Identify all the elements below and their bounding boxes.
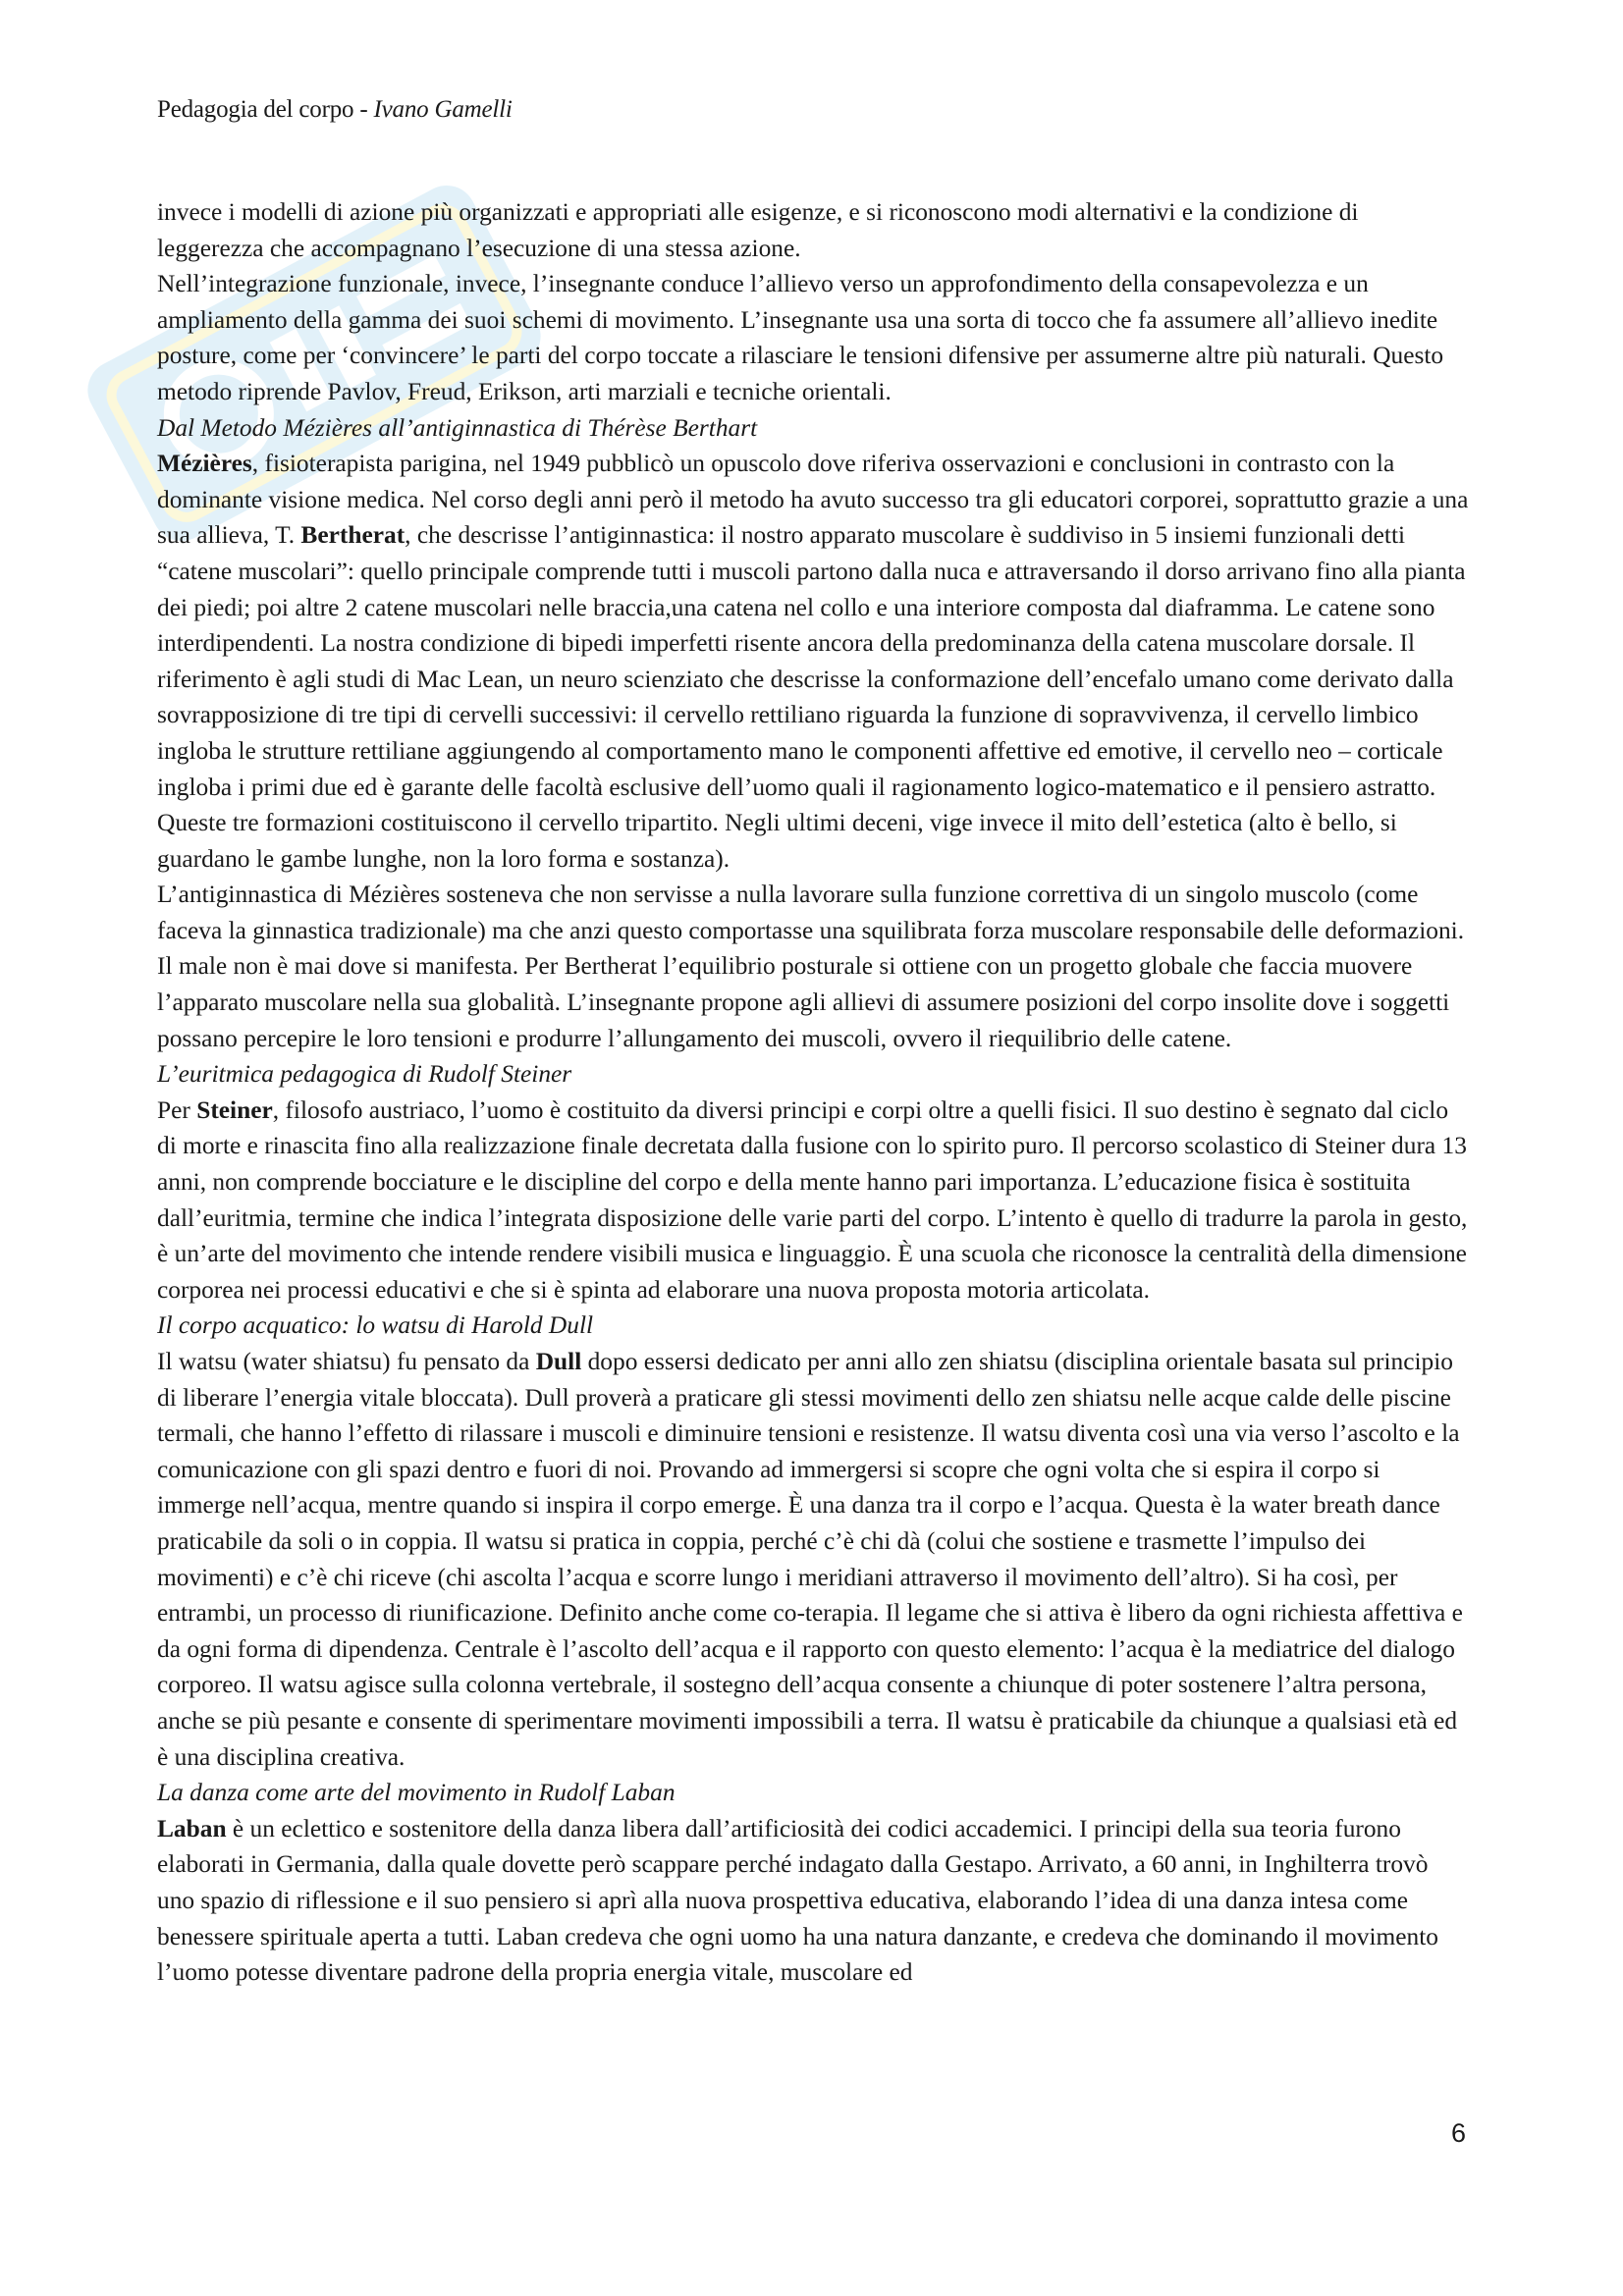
header-title: Pedagogia del corpo - (157, 96, 374, 123)
paragraph: Laban è un eclettico e sostenitore della danza libera dall’artificiosità dei codici accademici. I principi della sua teoria furono elaborati in Germania, dalla quale dovette però scappare perché indagato dalla Gestapo. Arrivato, a 60 anni, in Inghilterra trovò uno spazio di riflessione e il suo pensiero si aprì alla nuova prospettiva educativa, elaborando l’idea di una danza intesa come benessere spirituale aperta a tutti. Laban credeva che ogni uomo ha una natura danzante, e credeva che dominando il movimento l’uomo potesse diventare padrone della propria energia vitale, muscolare ed (157, 1814, 1438, 1987)
section-heading-watsu: Il corpo acquatico: lo watsu di Harold Dull (157, 1311, 594, 1340)
page-header (157, 96, 513, 124)
header-author: Ivano Gamelli (373, 96, 513, 123)
paragraph: Mézières, fisioterapista parigina, nel 1949 pubblicò un opuscolo dove riferiva osservazioni e conclusioni in contrasto con la dominante visione medica. Nel corso degli anni però il metodo ha avuto successo tra gli educatori corporei, soprattutto grazie a una sua allieva, T. Bertherat, che descrisse l’antiginnastica: il nostro apparato muscolare è suddiviso in 5 insiemi funzionali detti “catene muscolari”: quello principale comprende tutti i muscoli partono dalla nuca e attraversando il dorso arrivano fino alla pianta dei piedi; poi altre 2 catene muscolari nelle braccia,una catena nel collo e una interiore composta dal diaframma. Le catene sono interdipendenti. La nostra condizione di bipedi imperfetti risente ancora della predominanza della catena muscolare dorsale. Il riferimento è agli studi di Mac Lean, un neuro scienziato che descrisse la conformazione dell’encefalo umano come derivato dalla sovrapposizione di tre tipi di cervelli successivi: il cervello rettiliano riguarda la funzione di sopravvivenza, il cervello limbico ingloba le strutture rettiliane aggiungendo al comportamento mano le componenti affettive ed emotive, il cervello neo – corticale ingloba i primi due ed è garante delle facoltà esclusive dell’uomo quali il ragionamento logico-matematico e il pensiero astratto. Queste tre formazioni costituiscono il cervello tripartito. Negli ultimi deceni, vige invece il mito dell’estetica (alto è bello, si guardano le gambe lunghe, non la loro forma e sostanza). (157, 450, 1469, 873)
section-heading-laban: La danza come arte del movimento in Rudolf Laban (157, 1779, 676, 1807)
section-heading-steiner: L’euritmica pedagogica di Rudolf Steiner (157, 1060, 572, 1089)
paragraph: L’antiginnastica di Mézières sosteneva che non servisse a nulla lavorare sulla funzione correttiva di un singolo muscolo (come faceva la ginnastica tradizionale) ma che anzi questo comportasse una squilibrata forza muscolare responsabile delle deformazioni. Il male non è mai dove si manifesta. Per Bertherat l’equilibrio posturale si ottiene con un progetto globale che faccia muovere l’apparato muscolare nella sua globalità. L’insegnante propone agli allievi di assumere posizioni del corpo insolite dove i soggetti possano percepire le loro tensioni e produrre l’allungamento dei muscoli, ovvero il riequilibrio delle catene. (157, 881, 1465, 1052)
bold-term: Dull (535, 1348, 582, 1375)
document-body (157, 194, 1471, 1991)
paragraph: invece i modelli di azione più organizzati e appropriati alle esigenze, e si riconoscono modi alternativi e la condizione di leggerezza che accompagnano l’esecuzione di una stessa azione. (157, 198, 1359, 262)
bold-term: Bertherat (300, 521, 406, 550)
section-heading-mezieres: Dal Metodo Mézières all’antiginnastica di Thérèse Berthart (157, 413, 758, 442)
bold-term: Mézières (157, 450, 252, 478)
paragraph: Il watsu (water shiatsu) fu pensato da Dull dopo essersi dedicato per anni allo zen shiatsu (disciplina orientale basata sul principio di liberare l’energia vitale bloccata). Dull proverà a praticare gli stessi movimenti dello zen shiatsu nelle acque calde delle piscine termali, che hanno l’effetto di rilassare i muscoli e diminuire tensioni e resistenze. Il watsu diventa così una via verso l’ascolto e la comunicazione con gli spazi dentro e fuori di noi. Provando ad immergersi si scopre che ogni volta che si espira il corpo si immerge nell’acqua, mentre quando si inspira il corpo emerge. È una danza tra il corpo e l’acqua. Questa è la water breath dance praticabile da soli o in coppia. Il watsu si pratica in coppia, perché c’è chi dà (colui che sostiene e trasmette l’impulso dei movimenti) e c’è chi riceve (chi ascolta l’acqua e scorre lungo i meridiani attraverso il movimento dell’altro). Si ha così, per entrambi, un processo di riunificazione. Definito anche come co-terapia. Il legame che si attiva è libero da ogni richiesta affettiva e da ogni forma di dipendenza. Centrale è l’ascolto dell’acqua e il rapporto con questo elemento: l’acqua è la mediatrice del dialogo corporeo. Il watsu agisce sulla colonna vertebrale, il sostegno dell’acqua consente a chiunque di poter sostenere l’altra persona, anche se più pesante e consente di sperimentare movimenti impossibili a terra. Il watsu è praticabile da chiunque a qualsiasi età ed è una disciplina creativa. (157, 1348, 1463, 1771)
bold-term: Steiner (196, 1095, 273, 1124)
paragraph: Nell’integrazione funzionale, invece, l’insegnante conduce l’allievo verso un approfondimento della consapevolezza e un ampliamento della gamma dei suoi schemi di movimento. L’insegnante usa una sorta di tocco che fa assumere all’allievo inedite posture, come per ‘convincere’ le parti del corpo toccate a rilasciare le tensioni difensive per assumerne altre più naturali. Questo metodo riprende Pavlov, Freud, Erikson, arti marziali e tecniche orientali. (157, 270, 1444, 405)
page-number: 6 (1450, 2118, 1466, 2148)
paragraph: Per Steiner, filosofo austriaco, l’uomo è costituito da diversi principi e corpi oltre a quelli fisici. Il suo destino è segnato dal ciclo di morte e rinascita fino alla realizzazione finale decretata dalla fusione con lo spirito puro. Il percorso scolastico di Steiner dura 13 anni, non comprende bocciature e le discipline del corpo e della mente hanno pari importanza. L’educazione fisica è sostituita dall’euritmia, termine che indica l’integrata disposizione delle varie parti del corpo. L’intento è quello di tradurre la parola in gesto, è un’arte del movimento che intende rendere visibili musica e linguaggio. È una scuola che riconosce la centralità della dimensione corporea nei processi educativi e che si è spinta ad elaborare una nuova proposta motoria articolata. (157, 1095, 1468, 1304)
bold-term: Laban (157, 1814, 227, 1842)
